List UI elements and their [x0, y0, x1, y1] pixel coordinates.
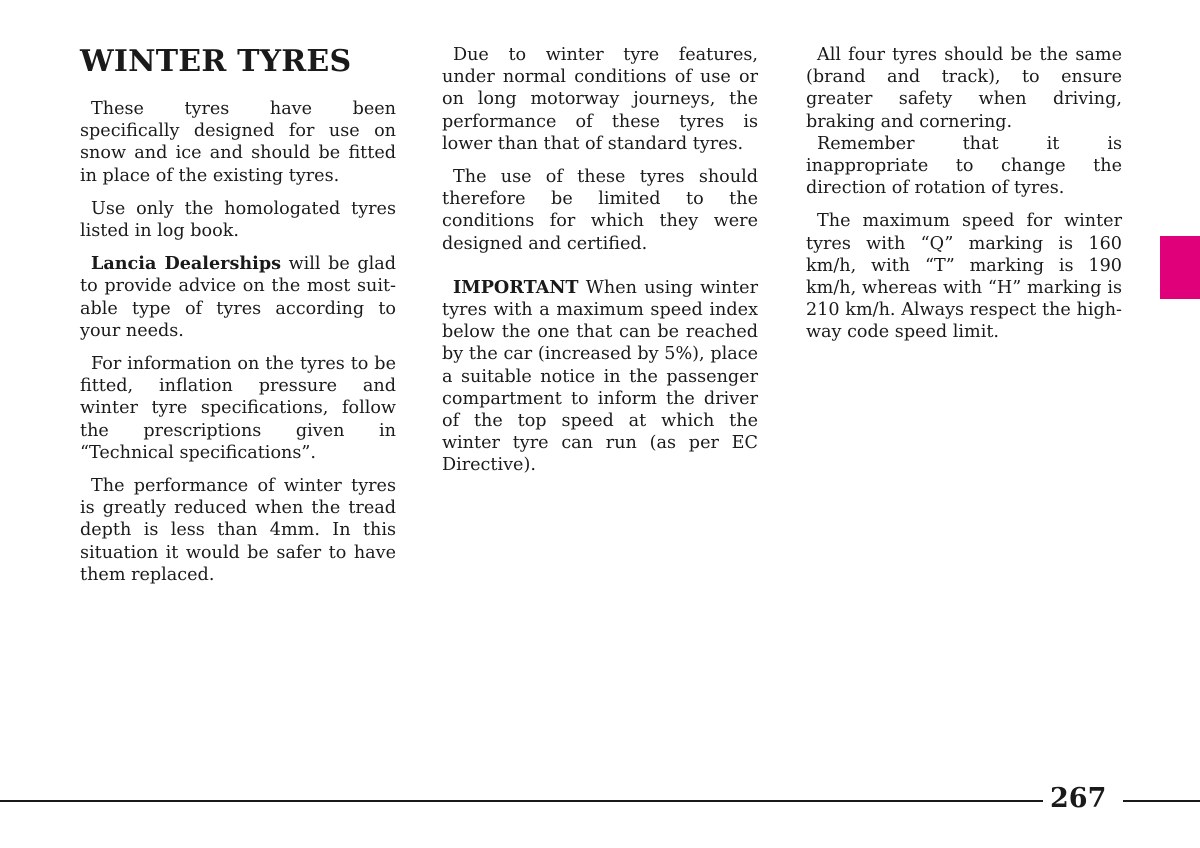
paragraph-information: For information on the tyres to be fitted, inflation pressure and winter tyre specifications, follow the prescriptions given in “Technical specifications”.: [80, 354, 396, 463]
page-title: WINTER TYRES: [80, 44, 352, 79]
paragraph-important: [442, 277, 758, 477]
paragraph-features: Due to winter tyre features, under normal conditions of use or on long motorway journeys, the performance of these tyres is lower than that of standard tyres.: [442, 45, 758, 154]
important-text: When using winter tyres with a maximum speed index below the one that can be reached by the car (increased by 5%), place a suitable notice in the passenger compartment to inform the driver of the top speed at which the winter tyre can run (as per EC Directive).: [442, 277, 758, 476]
important-bold: IMPORTANT: [453, 276, 579, 298]
paragraph-specific-design: These tyres have been specifically designed for use on snow and ice and should be fitted in place of the existing tyres.: [80, 99, 396, 186]
paragraph-performance: The performance of winter tyres is greatly reduced when the tread depth is less than 4mm. In this situation it would be safer to have them replaced.: [80, 476, 396, 585]
column-3: [806, 44, 1122, 355]
footer-rule-right: [1123, 800, 1200, 802]
paragraph-homologated: Use only the homologated tyres listed in log book.: [80, 198, 396, 242]
footer-rule-left: [0, 800, 1043, 802]
dealerships-bold: Lancia Dealerships: [91, 253, 282, 275]
paragraph-four-tyres: All four tyres should be the same (brand and track), to ensure greater safety when driving, braking and cornering.: [806, 45, 1122, 132]
dealerships-text: will be glad to provide advice on the most suitable type of tyres according to your needs.: [80, 254, 396, 341]
page-number: 267: [1050, 783, 1107, 814]
column-2: [442, 44, 758, 488]
paragraph-max-speed: The maximum speed for winter tyres with “Q” marking is 160 km/h, with “T” marking is 190 km/h, whereas with “H” marking is 210 km/h. Always respect the highway code speed limit.: [806, 211, 1122, 343]
column-1: [80, 44, 396, 597]
paragraph-dealerships: [80, 253, 396, 342]
paragraph-limited-use: The use of these tyres should therefore be limited to the conditions for which they were designed and certified.: [442, 167, 758, 254]
section-tab-marker: [1160, 236, 1200, 299]
paragraph-rotation: Remember that it is inappropriate to change the direction of rotation of tyres.: [806, 133, 1122, 199]
